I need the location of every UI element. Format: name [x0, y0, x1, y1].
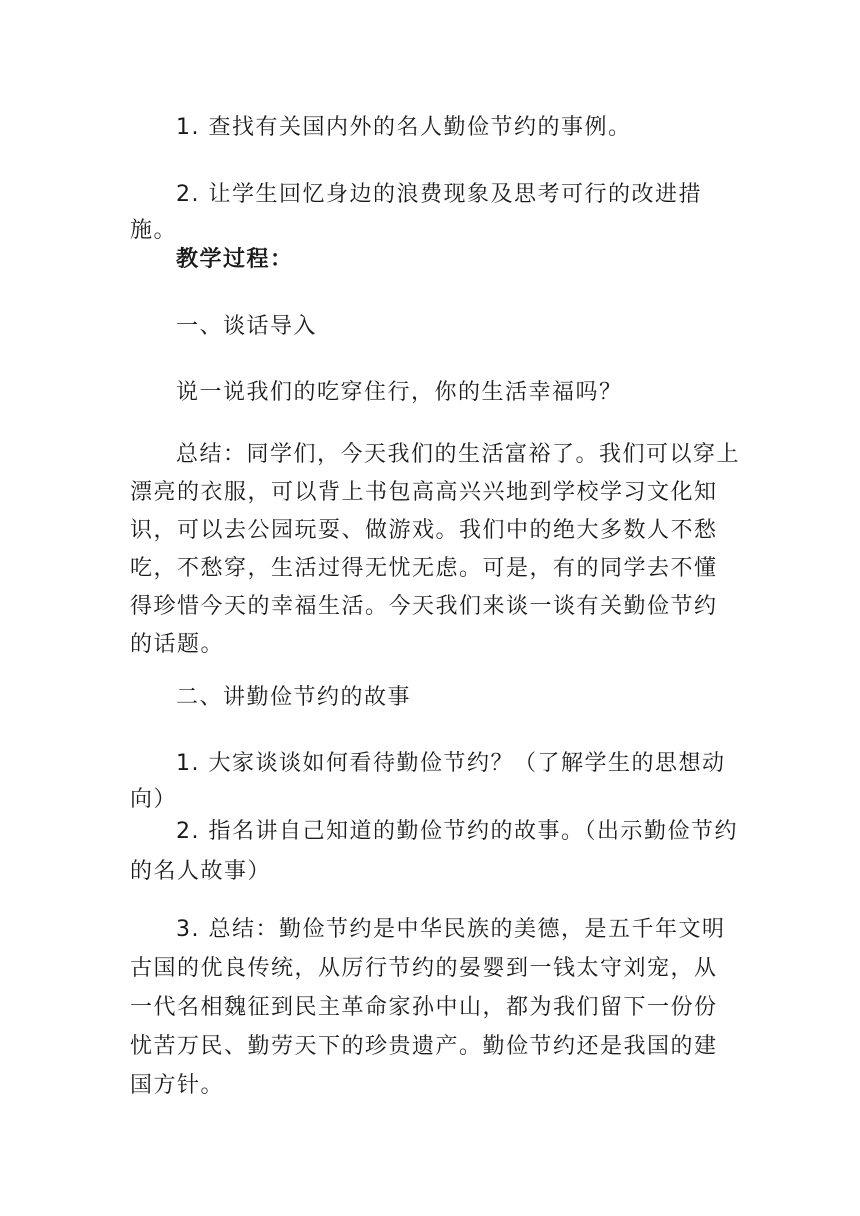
story-item-1: 1. 大家谈谈如何看待勤俭节约？（了解学生的思想动向）: [130, 751, 726, 812]
story-item-2: 2. 指名讲自己知道的勤俭节约的故事。（出示勤俭节约的名人故事）: [130, 819, 738, 884]
prep-item-2: 2. 让学生回忆身边的浪费现象及思考可行的改进措施。: [130, 182, 702, 243]
summary-paragraph-1: 总结：同学们，今天我们的生活富裕了。我们可以穿上漂亮的衣服，可以背上书包高高兴兴地到学校学习文化知识，可以去公园玩耍、做游戏。我们中的绝大多数人不愁吃，不愁穿，生活过得无忧无虑。可是，有的同学去不懂得珍惜今天的幸福生活。今天我们来谈一谈有关勤俭节约的话题。: [130, 442, 741, 657]
section-heading-teaching-process: 教学过程：: [176, 247, 294, 272]
section-heading-1: 一、谈话导入: [176, 314, 318, 339]
intro-question: 说一说我们的吃穿住行，你的生活幸福吗？: [176, 380, 623, 405]
section-heading-2: 二、讲勤俭节约的故事: [176, 685, 412, 710]
story-item-3-summary: 3. 总结：勤俭节约是中华民族的美德，是五千年文明古国的优良传统，从厉行节约的晏婴到一钱太守刘宠，从一代名相魏征到民主革命家孙中山，都为我们留下一份份忧苦万民、勤劳天下的珍贵遗产。勤俭节约还是我国的建国方针。: [130, 917, 726, 1098]
prep-item-1: 1. 查找有关国内外的名人勤俭节约的事例。: [176, 115, 632, 140]
